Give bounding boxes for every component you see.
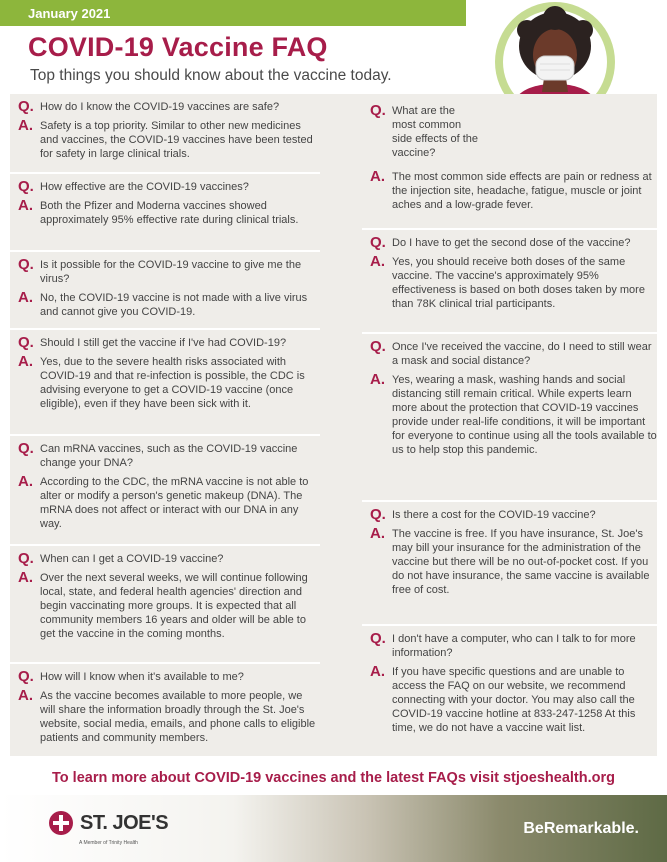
question-text: I don't have a computer, who can I talk to for more information? <box>392 633 636 659</box>
cross-emblem-icon <box>48 810 74 836</box>
faq-item <box>362 94 657 230</box>
answer-text: Yes, you should receive both doses of the same vaccine. The vaccine's approximately 95% effectiveness is based on both doses taken by more than 78K clinical trial participants. <box>392 256 645 310</box>
a-mark: A. <box>18 569 33 586</box>
faq-item <box>10 330 320 436</box>
answer-text: The vaccine is free. If you have insurance, St. Joe's may bill your insurance for the administration of the vaccine but there will be no out-of-pocket cost. If you do not have insurance, the same vaccine is available free of cost. <box>392 528 650 596</box>
a-mark: A. <box>18 353 33 370</box>
a-mark: A. <box>370 168 385 185</box>
question-text: Is it possible for the COVID-19 vaccine to give me the virus? <box>40 259 302 285</box>
faq-item <box>10 664 320 754</box>
a-mark: A. <box>18 473 33 490</box>
question-text: How do I know the COVID-19 vaccines are safe? <box>40 101 280 113</box>
a-mark: A. <box>18 197 33 214</box>
a-mark: A. <box>18 289 33 306</box>
faq-item <box>10 436 320 546</box>
answer-text: According to the CDC, the mRNA vaccine is not able to alter or modify a person's genetic makeup (DNA). The mRNA does not affect or interact with our DNA in any way. <box>40 476 309 530</box>
answer-text: Both the Pfizer and Moderna vaccines showed approximately 95% effective rate during clinical trials. <box>40 200 299 226</box>
date-label: January 2021 <box>28 6 111 21</box>
faq-left-column <box>10 94 320 754</box>
faq-item <box>362 626 657 754</box>
question-text: Is there a cost for the COVID-19 vaccine? <box>392 509 596 521</box>
a-mark: A. <box>370 663 385 680</box>
question-text: When can I get a COVID-19 vaccine? <box>40 553 224 565</box>
a-mark: A. <box>18 687 33 704</box>
question-text: How effective are the COVID-19 vaccines? <box>40 181 249 193</box>
answer-text: Over the next several weeks, we will continue following local, state, and federal health agencies' direction and begin vaccinating more groups. It is expected that all community members 16 years and older will be able to get the vaccine in the coming months. <box>40 572 308 640</box>
question-text: Once I've received the vaccine, do I need to still wear a mask and social distance? <box>392 341 652 367</box>
answer-text: No, the COVID-19 vaccine is not made with a live virus and cannot give you COVID-19. <box>40 292 308 318</box>
question-text: Can mRNA vaccines, such as the COVID-19 vaccine change your DNA? <box>40 443 298 469</box>
faq-right-column <box>362 94 657 754</box>
q-mark: Q. <box>370 338 386 355</box>
logo-subtext: A Member of Trinity Health <box>79 840 138 846</box>
answer-text: Yes, due to the severe health risks associated with COVID-19 and that re-infection is possible, the CDC is advising everyone to get a COVID-19 vaccine (once eligible), even if they have been sick with it. <box>40 356 305 410</box>
q-mark: Q. <box>370 506 386 523</box>
faq-item <box>10 174 320 252</box>
footer-cta-text: To learn more about COVID-19 vaccines and the latest FAQs visit <box>52 770 499 786</box>
footer-cta <box>0 770 667 786</box>
faq-item <box>10 94 320 174</box>
a-mark: A. <box>18 117 33 134</box>
answer-text: As the vaccine becomes available to more people, we will share the information broadly through the St. Joe's website, social media, emails, and phone calls to eligible patients and community members. <box>40 690 316 744</box>
date-banner <box>0 0 466 26</box>
a-mark: A. <box>370 371 385 388</box>
answer-text: The most common side effects are pain or redness at the injection site, headache, fatigue, muscle or joint aches and a low-grade fever. <box>392 171 652 211</box>
q-mark: Q. <box>18 550 34 567</box>
answer-text: Yes, wearing a mask, washing hands and social distancing still remain critical. While experts learn more about the protection that COVID-19 vaccines provide under real-life conditions, it will be important for everyone to continue using all the tools available to us to help stop this pandemic. <box>392 374 657 456</box>
q-mark: Q. <box>18 668 34 685</box>
page-title: COVID-19 Vaccine FAQ <box>28 32 328 62</box>
question-text: What are the most common side effects of the vaccine? <box>392 105 479 159</box>
q-mark: Q. <box>18 98 34 115</box>
q-mark: Q. <box>18 334 34 351</box>
question-text: Should I still get the vaccine if I've had COVID-19? <box>40 337 287 349</box>
website-link[interactable]: stjoeshealth.org <box>502 770 615 786</box>
question-text: Do I have to get the second dose of the vaccine? <box>392 237 631 249</box>
q-mark: Q. <box>18 256 34 273</box>
answer-text: Safety is a top priority. Similar to other new medicines and vaccines, the COVID-19 vaccines have been tested for safety in large clinical trials. <box>40 120 313 160</box>
q-mark: Q. <box>18 440 34 457</box>
answer-text: If you have specific questions and are unable to access the FAQ on our website, we recommend connecting with your doctor. You may also call the COVID-19 vaccine hotline at 833-247-1258 At this time, we do not have a vaccine wait list. <box>392 666 636 734</box>
faq-item <box>362 502 657 626</box>
q-mark: Q. <box>370 630 386 647</box>
q-mark: Q. <box>370 234 386 251</box>
q-mark: Q. <box>370 102 386 119</box>
logo-name: ST. JOE'S <box>80 811 169 834</box>
faq-item <box>362 334 657 502</box>
faq-item <box>10 252 320 330</box>
faq-item <box>362 230 657 334</box>
tagline: BeRemarkable. <box>523 820 639 837</box>
faq-panel <box>10 94 657 756</box>
a-mark: A. <box>370 525 385 542</box>
st-joes-logo <box>48 810 168 836</box>
faq-item <box>10 546 320 664</box>
page-subtitle: Top things you should know about the vaccine today. <box>30 67 392 84</box>
question-text: How will I know when it's available to me? <box>40 671 244 683</box>
a-mark: A. <box>370 253 385 270</box>
q-mark: Q. <box>18 178 34 195</box>
